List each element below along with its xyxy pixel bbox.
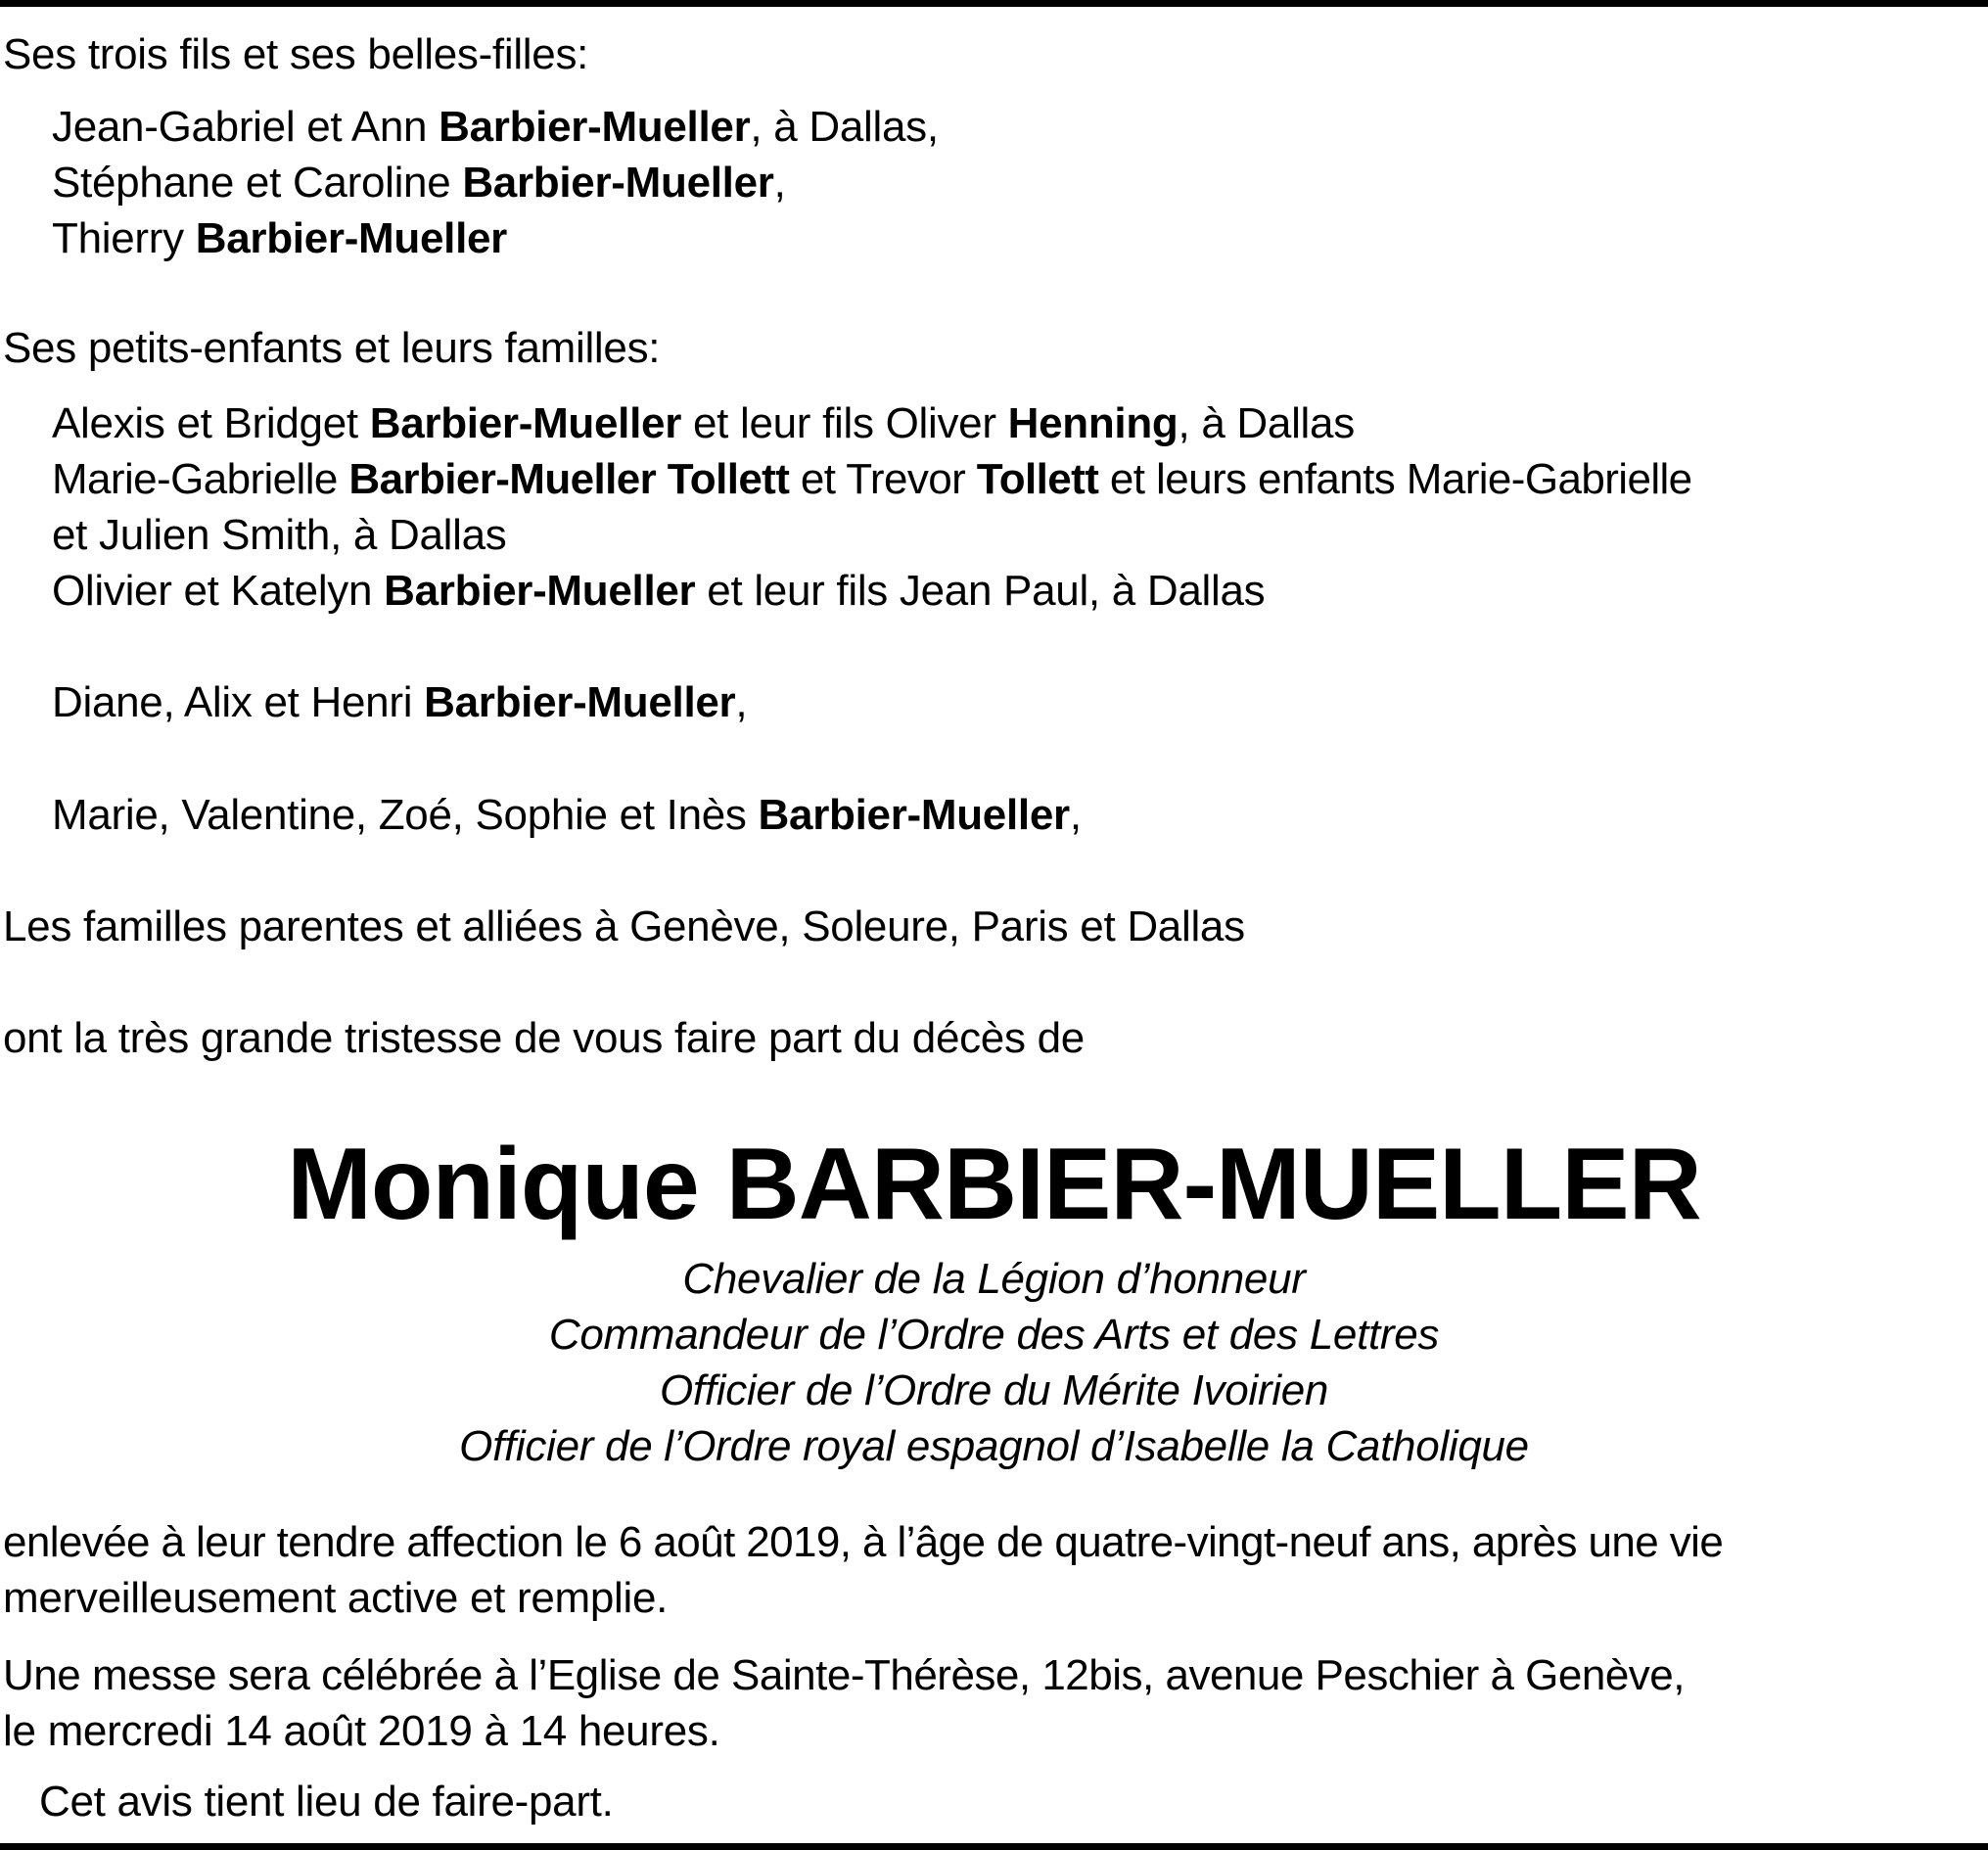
honor-1: Chevalier de la Légion d’honneur <box>682 1255 1306 1303</box>
death-text-line-1: enlevée à leur tendre affection le 6 août 2019, à l’âge de quatre-vingt-neuf ans, après une vie <box>3 1518 1724 1566</box>
son-line-2: Stéphane et Caroline Barbier-Mueller, <box>52 159 786 207</box>
honor-4: Officier de l’Ordre royal espagnol d’Isabelle la Catholique <box>459 1422 1529 1470</box>
grandchild-line-olivier: Olivier et Katelyn Barbier-Mueller et leur fils Jean Paul, à Dallas <box>52 567 1266 615</box>
honor-3: Officier de l’Ordre du Mérite Ivoirien <box>659 1366 1329 1414</box>
announcement-line: ont la très grande tristesse de vous faire part du décès de <box>3 1014 1085 1062</box>
death-text-line-2: merveilleusement active et remplie. <box>3 1574 669 1622</box>
grandchild-line-diane: Diane, Alix et Henri Barbier-Mueller, <box>52 678 748 726</box>
mass-text-line-2: le mercredi 14 août 2019 à 14 heures. <box>3 1707 720 1755</box>
honors-list <box>0 1251 1988 1474</box>
son-line-1: Jean-Gabriel et Ann Barbier-Mueller, à Dallas, <box>52 103 939 151</box>
families-line: Les familles parentes et alliées à Genève, Soleure, Paris et Dallas <box>3 902 1245 950</box>
grandchildren-heading: Ses petits-enfants et leurs familles: <box>3 324 661 372</box>
son-line-3: Thierry Barbier-Mueller <box>52 214 507 262</box>
bottom-rule <box>0 1843 1988 1850</box>
grandchild-line-marie-gabrielle: Marie-Gabrielle Barbier-Mueller Tollett et Trevor Tollett et leurs enfants Marie-Gabrielle <box>52 455 1692 503</box>
closing-line: Cet avis tient lieu de faire-part. <box>39 1778 614 1826</box>
grandchild-line-alexis: Alexis et Bridget Barbier-Mueller et leur fils Oliver Henning, à Dallas <box>52 399 1355 447</box>
grandchild-line-marie-gabrielle-cont: et Julien Smith, à Dallas <box>52 511 507 559</box>
grandchild-line-marie: Marie, Valentine, Zoé, Sophie et Inès Barbier-Mueller, <box>52 791 1082 839</box>
sons-heading: Ses trois fils et ses belles-filles: <box>3 30 589 78</box>
deceased-name: Monique BARBIER-MUELLER <box>287 1128 1701 1241</box>
honor-2: Commandeur de l’Ordre des Arts et des Lettres <box>548 1311 1440 1359</box>
mass-text-line-1: Une messe sera célébrée à l’Eglise de Sainte-Thérèse, 12bis, avenue Peschier à Genève, <box>3 1651 1685 1699</box>
